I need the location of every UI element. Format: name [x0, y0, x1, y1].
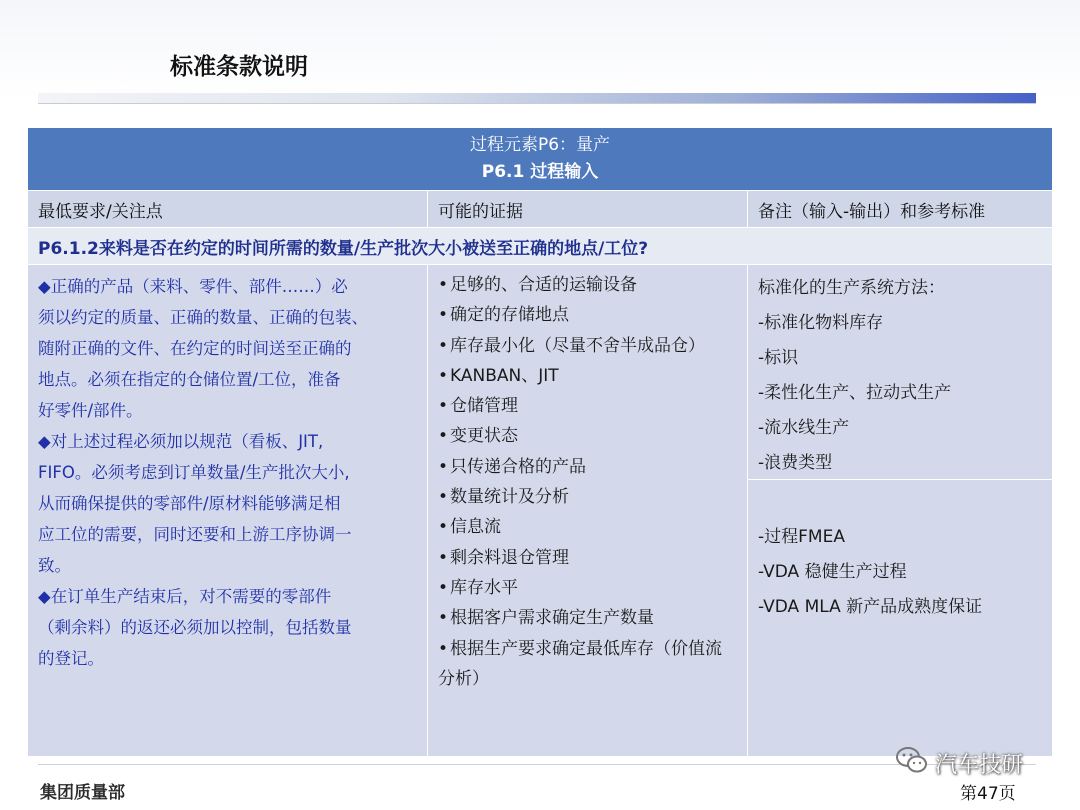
- evidence-item: • 库存水平: [438, 573, 737, 603]
- evidence-item: • 足够的、合适的运输设备: [438, 270, 737, 300]
- remark-line: -过程FMEA: [758, 527, 845, 547]
- evidence-item: • 变更状态: [438, 421, 737, 451]
- column-header-remarks: 备注（输入-输出）和参考标准: [748, 191, 1053, 228]
- remark-line: -标准化物料库存: [758, 313, 884, 333]
- evidence-cell: [428, 265, 748, 757]
- footer-divider: [38, 764, 1036, 765]
- top-background: [0, 0, 1080, 100]
- remark-line: -标识: [758, 348, 799, 368]
- process-element-title: 过程元素P6：量产: [469, 135, 611, 155]
- wechat-icon: [895, 745, 929, 781]
- remark-line: -VDA 稳健生产过程: [758, 562, 907, 582]
- watermark: [895, 745, 1023, 781]
- remarks-upper: [748, 265, 1052, 480]
- sub-element-title: P6.1 过程输入: [481, 162, 599, 182]
- page-title: 标准条款说明: [170, 54, 308, 80]
- table-header: [28, 128, 1053, 191]
- evidence-item: • 剩余料退仓管理: [438, 543, 737, 573]
- column-header-evidence: 可能的证据: [428, 191, 748, 228]
- page-number: 第47页: [960, 784, 1016, 804]
- remark-line: -柔性化生产、拉动式生产: [758, 383, 952, 403]
- evidence-item: • 信息流: [438, 512, 737, 542]
- evidence-item: • 根据客户需求确定生产数量: [438, 603, 737, 633]
- remarks-lower: [748, 480, 1052, 625]
- evidence-item: • KANBAN、JIT: [438, 361, 737, 391]
- evidence-item: • 只传递合格的产品: [438, 452, 737, 482]
- evidence-item: • 数量统计及分析: [438, 482, 737, 512]
- footer-department: 集团质量部: [40, 783, 125, 800]
- remark-line: -浪费类型: [758, 453, 833, 473]
- remark-line: 标准化的生产系统方法：: [758, 278, 945, 298]
- evidence-item: • 根据生产要求确定最低库存（价值流分析）: [438, 634, 737, 695]
- remark-line: -VDA MLA 新产品成熟度保证: [758, 597, 983, 617]
- remarks-cell: [748, 265, 1053, 757]
- evidence-item: • 仓储管理: [438, 391, 737, 421]
- standard-clause-table: [27, 127, 1053, 757]
- evidence-list: [428, 265, 747, 694]
- remark-line: -流水线生产: [758, 418, 850, 438]
- question-row: P6.1.2来料是否在约定的时间所需的数量/生产批次大小被送至正确的地点/工位?: [28, 228, 1053, 265]
- title-underline-bar: [38, 93, 1036, 104]
- requirements-cell: [28, 265, 428, 757]
- watermark-text: 汽车技研: [935, 752, 1024, 778]
- requirements-text: ◆正确的产品（来料、零件、部件……）必 须以约定的质量、正确的数量、正确的包装、 随附正确的文件、在约定的时间送至正确的 地点。必须在指定的仓储位置/工位，准备 好零件/部件。 ◆对上述过程必须加以规范（看板、JIT, FIFO。必须考虑到订单数量/生产批次大小, 从而确保提供的零部件/原材料能够满足相 应工位的需要，同时还要和上游工序协调一 致。 ◆在订单生产结束后，对不需要的零部件 （剩余料）的返还必须加以控制，包括数量 的登记。: [38, 277, 368, 668]
- evidence-item: • 确定的存储地点: [438, 300, 737, 330]
- evidence-item: • 库存最小化（尽量不舍半成品仓）: [438, 331, 737, 361]
- column-header-requirements: 最低要求/关注点: [28, 191, 428, 228]
